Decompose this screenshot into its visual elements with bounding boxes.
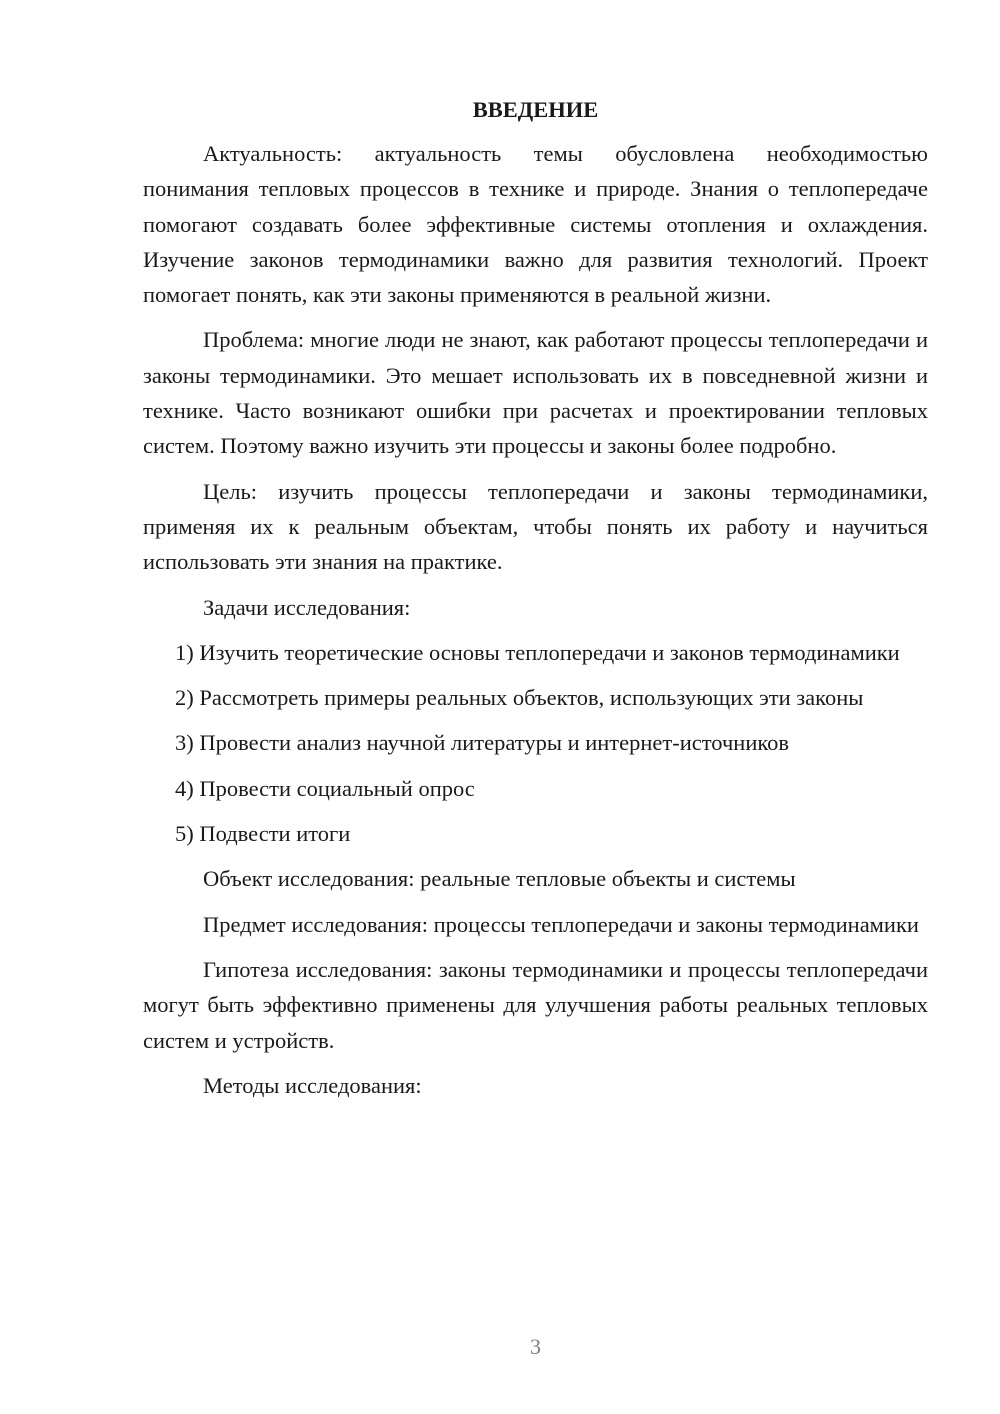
subject-paragraph: Предмет исследования: процессы теплопередачи и законы термодинамики — [203, 911, 919, 937]
tasks-title: Задачи исследования: — [203, 594, 411, 620]
object-paragraph: Объект исследования: реальные тепловые объекты и системы — [203, 866, 796, 892]
hypothesis-paragraph: Гипотеза исследования: законы термодинамики и процессы теплопередачи могут быть эффективно применены для улучшения работы реальных тепловых систем и устройств. — [143, 956, 928, 1053]
task-item: 5) Подвести итоги — [175, 821, 351, 847]
page-number: 3 — [530, 1334, 541, 1359]
goal-paragraph: Цель: изучить процессы теплопередачи и законы термодинамики, применяя их к реальным объектам, чтобы понять их работу и научиться использовать эти знания на практике. — [143, 478, 928, 575]
task-item: 1) Изучить теоретические основы теплопередачи и законов термодинамики — [175, 639, 900, 665]
problem-paragraph: Проблема: многие люди не знают, как работают процессы теплопередачи и законы термодинамики. Это мешает использовать их в повседневной жизни и технике. Часто возникают ошибки при расчетах и проектировании тепловых систем. Поэтому важно изучить эти процессы и законы более подробно. — [143, 327, 928, 459]
relevance-paragraph: Актуальность: актуальность темы обусловлена необходимостью понимания тепловых процессов в технике и природе. Знания о теплопередаче помогают создавать более эффективные системы отопления и охлаждения. Изучение законов термодинамики важно для развития технологий. Проект помогает понять, как эти законы применяются в реальной жизни. — [143, 141, 928, 308]
methods-title: Методы исследования: — [203, 1072, 422, 1098]
task-item: 3) Провести анализ научной литературы и интернет-источников — [175, 730, 790, 756]
page-content — [143, 94, 928, 1113]
section-heading: ВВЕДЕНИЕ — [472, 97, 599, 122]
task-item: 4) Провести социальный опрос — [175, 775, 475, 801]
task-item: 2) Рассмотреть примеры реальных объектов, использующих эти законы — [175, 685, 864, 711]
